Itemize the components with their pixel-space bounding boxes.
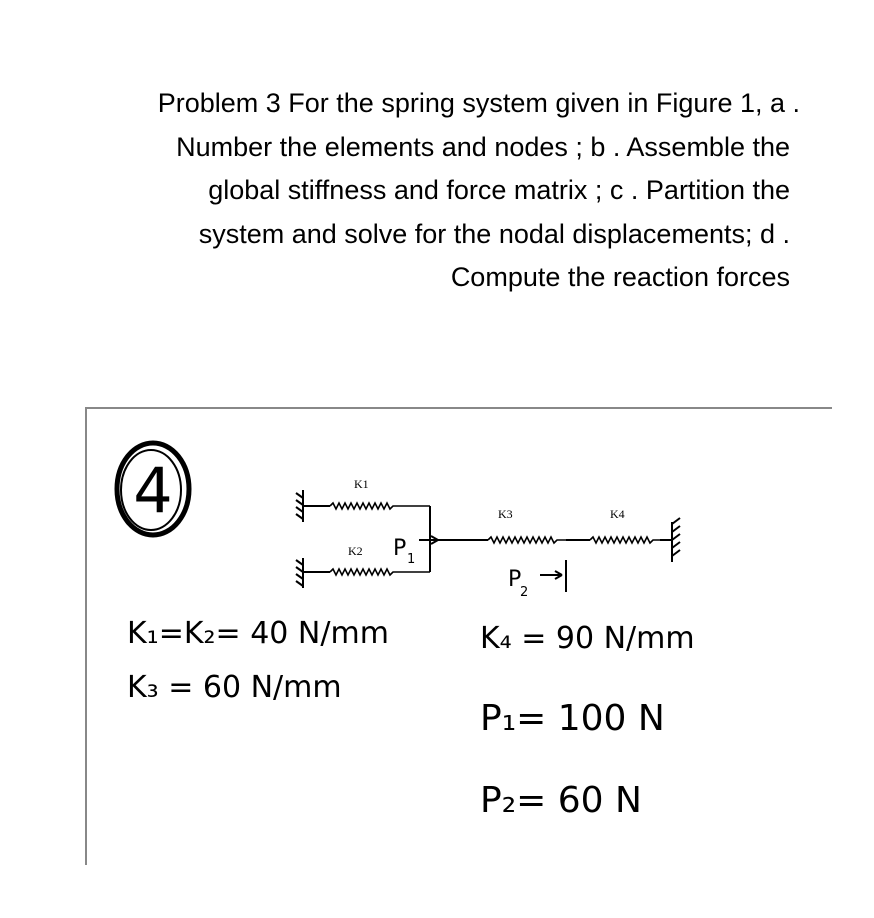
label-p2-sub: 2: [520, 585, 529, 600]
label-p1-sub: 1: [407, 552, 416, 567]
badge-number: 4: [133, 454, 173, 527]
problem-line-2: Number the elements and nodes ; b . Assemble the: [176, 131, 790, 162]
spring-k2: [330, 569, 430, 575]
note-p1: P₁= 100 N: [480, 698, 665, 739]
label-p1: P: [393, 536, 407, 561]
wall-k1: [296, 490, 330, 522]
note-k3: K₃ = 60 N/mm: [127, 670, 342, 705]
figure-canvas: [0, 400, 874, 918]
wall-k4: [660, 518, 680, 562]
spring-k4: [590, 537, 660, 543]
load-p2: [508, 560, 566, 600]
wall-k2: [296, 558, 330, 588]
label-k3: K3: [498, 507, 513, 521]
note-p2: P₂= 60 N: [480, 780, 642, 821]
circled-number-badge: [117, 443, 189, 535]
label-k2: K2: [348, 544, 363, 558]
problem-statement: [60, 82, 820, 300]
label-k4: K4: [610, 507, 625, 521]
spring-k3: [488, 537, 566, 543]
problem-line-5: Compute the reaction forces: [450, 262, 790, 292]
spring-system-figure: [0, 400, 874, 918]
problem-line-4: system and solve for the nodal displacements; d .: [198, 218, 790, 249]
load-p1: [393, 536, 438, 567]
note-k4: K₄ = 90 N/mm: [480, 621, 695, 656]
label-p2: P: [508, 567, 522, 592]
problem-line-1: Problem 3 For the spring system given in Figure 1, a .: [157, 88, 800, 118]
spring-k1: [330, 503, 430, 509]
label-k1: K1: [354, 477, 369, 491]
note-k1-k2: K₁=K₂= 40 N/mm: [127, 616, 389, 651]
problem-line-3: global stiffness and force matrix ; c . Partition the: [208, 175, 790, 205]
